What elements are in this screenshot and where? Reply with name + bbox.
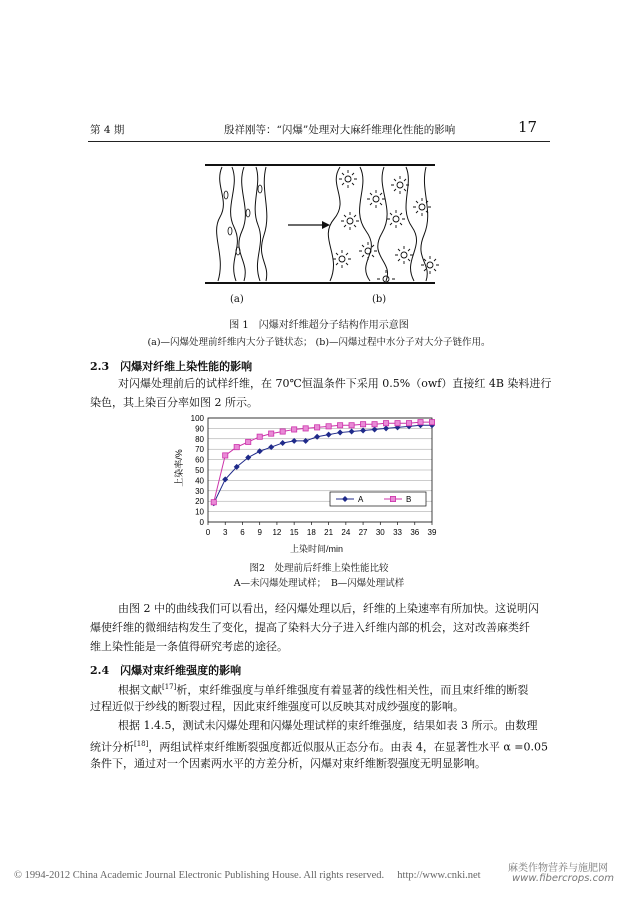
figure1-schematic [200, 155, 440, 305]
series-B-point [349, 423, 354, 428]
section-2-4-p1-line-2: 过程近似于纱线的断裂过程，因此束纤维强度可以反映其对成纱强度的影响。 [90, 700, 464, 713]
y-tick-label: 10 [195, 507, 204, 517]
y-tick-label: 100 [190, 414, 204, 423]
series-B-line [214, 422, 432, 502]
page-number: 17 [518, 118, 538, 136]
figure1-label-a: (a) [230, 294, 244, 305]
x-tick-label: 12 [272, 528, 282, 537]
series-B-point [315, 425, 320, 430]
legend-label: A [358, 495, 364, 504]
x-tick-label: 3 [223, 528, 228, 537]
series-B-point [429, 420, 434, 425]
citation-ref: [17] [162, 683, 177, 691]
series-B-point [280, 429, 285, 434]
chart-xlabel: 上染时间/min [290, 544, 344, 554]
legend-label: B [406, 495, 412, 504]
section-2-4-p2-line-1: 根据 1.4.5，测试未闪爆处理和闪爆处理试样的束纤维强度，结果如表 3 所示。由数理 [118, 719, 538, 732]
text-span: 根据文献 [118, 683, 162, 697]
series-B-point [395, 421, 400, 426]
x-tick-label: 27 [358, 528, 368, 537]
x-tick-label: 18 [306, 528, 316, 537]
y-tick-label: 40 [195, 476, 204, 486]
series-A-point [349, 429, 355, 435]
figure2-subcaption: A—未闪爆处理试样； B—闪爆处理试样 [233, 578, 405, 589]
x-tick-label: 36 [410, 528, 420, 537]
section-2-3-line-2: 染色，其上染百分率如图 2 所示。 [90, 396, 258, 409]
y-tick-label: 20 [195, 497, 204, 507]
series-A-point [383, 425, 389, 431]
x-tick-label: 33 [393, 528, 402, 537]
series-A-point [337, 430, 343, 436]
series-B-point [326, 424, 331, 429]
x-tick-label: 6 [240, 528, 245, 537]
x-tick-label: 0 [205, 528, 211, 537]
y-tick-label: 80 [195, 434, 204, 444]
section-2-4-heading: 2.4 闪爆对束纤维强度的影响 [90, 664, 242, 677]
series-B-point [406, 421, 411, 426]
series-B-point [211, 500, 216, 505]
discussion-line-2: 爆使纤维的微细结构发生了变化，提高了染料大分子进入纤维内部的机会，这对改善麻类纤 [90, 621, 530, 634]
section-2-3-heading: 2.3 闪爆对纤维上染性能的影响 [90, 360, 253, 373]
series-A-line [214, 425, 432, 503]
series-B-point [303, 426, 308, 431]
copyright-footer: © 1994-2012 China Academic Journal Electronic Publishing House. All rights reserved. http://www.cnki.net [14, 870, 481, 881]
series-B-point [360, 422, 365, 427]
figure1-label-b: (b) [372, 294, 387, 305]
y-tick-label: 50 [195, 466, 204, 475]
series-A-point [326, 432, 332, 438]
series-B-point [246, 439, 251, 444]
series-A-point [280, 440, 286, 446]
chart-ylabel: 上染率/% [174, 449, 184, 487]
series-B-point [418, 420, 423, 425]
running-title: 殷祥刚等：“闪爆”处理对大麻纤维理化性能的影响 [224, 124, 456, 136]
y-tick-label: 30 [195, 486, 204, 496]
text-span: 统计分析 [90, 740, 134, 754]
legend-marker [390, 496, 395, 501]
discussion-line-1: 由图 2 中的曲线我们可以看出，经闪爆处理以后，纤维的上染速率有所加快。这说明闪 [118, 602, 539, 615]
figure2-chart [160, 410, 460, 550]
issue-number: 第 4 期 [90, 124, 125, 136]
x-tick-label: 30 [375, 528, 385, 537]
series-B-point [383, 421, 388, 426]
x-tick-label: 39 [427, 528, 437, 537]
watermark-url: www.fibercrops.com [512, 873, 614, 884]
header-rule [88, 141, 550, 142]
series-B-point [372, 422, 377, 427]
figure1-subcaption: (a)—闪爆处理前纤维内大分子链状态； (b)—闪爆过程中水分子对大分子链作用。 [147, 337, 491, 348]
section-2-3-line-1: 对闪爆处理前后的试样纤维，在 70℃恒温条件下采用 0.5%（owf）直接红 4B 染料进行 [118, 377, 552, 390]
y-tick-label: 0 [199, 518, 204, 527]
figure1-caption: 图 1 闪爆对纤维超分子结构作用示意图 [229, 320, 409, 331]
series-B-point [269, 431, 274, 436]
x-tick-label: 15 [289, 528, 299, 537]
y-tick-label: 90 [195, 424, 204, 434]
series-B-point [234, 445, 239, 450]
series-B-point [292, 427, 297, 432]
y-tick-label: 70 [195, 445, 204, 455]
discussion-line-3: 维上染性能是一条值得研究考虑的途径。 [90, 640, 288, 653]
x-tick-label: 21 [324, 528, 334, 537]
figure2-caption: 图2 处理前后纤维上染性能比较 [249, 563, 389, 574]
section-2-4-p2-line-3: 条件下，通过对一个因素两水平的方差分析，闪爆对束纤维断裂强度无明显影响。 [90, 757, 486, 770]
series-A-point [372, 426, 378, 432]
x-tick-label: 24 [341, 528, 351, 537]
text-span: 析，束纤维强度与单纤维强度有着显著的线性相关性，而且束纤维的断裂 [176, 683, 529, 697]
x-tick-label: 9 [257, 528, 262, 537]
series-B-point [223, 453, 228, 458]
citation-ref: [18] [134, 740, 149, 748]
y-tick-label: 60 [195, 455, 204, 465]
text-span: ，两组试样束纤维断裂强度都近似服从正态分布。由表 4，在显著性水平 α =0.05 [148, 740, 548, 754]
series-B-point [257, 434, 262, 439]
series-B-point [338, 423, 343, 428]
watermark-title: 麻类作物营养与施肥网 [508, 863, 608, 874]
